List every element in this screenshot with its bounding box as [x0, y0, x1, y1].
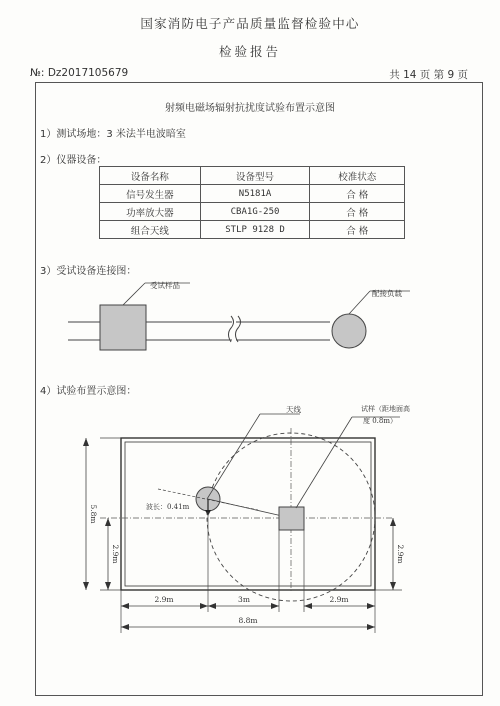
break-mark-right [236, 316, 241, 342]
eut-leader [123, 283, 145, 305]
table-cell: 功率放大器 [100, 203, 201, 221]
sample-label-line2: 度 0.8m） [363, 417, 397, 425]
table-cell: CBA1G-250 [200, 203, 310, 221]
sample-label-line1: 试样（距地面高 [361, 405, 410, 413]
antenna-leader [207, 414, 260, 499]
antenna-label: 天线 [286, 405, 301, 414]
eut-box [100, 305, 146, 350]
section-connection-label: 3）受试设备连接图： [40, 266, 137, 277]
table-header-cell: 设备名称 [100, 167, 201, 185]
section-test-site-value: 3 米法半电波暗室 [106, 129, 186, 140]
page-info: 共 14 页 第 9 页 [389, 69, 468, 81]
beamwidth-label: 波长：0.41m [146, 503, 190, 511]
section-equipment-label: 2）仪器设备： [40, 155, 107, 166]
chamber-inner [125, 442, 371, 586]
dim-bottom-2-label: 3m [238, 595, 250, 604]
load-circle [332, 314, 366, 348]
table-cell: STLP 9128 D [200, 221, 310, 239]
dim-height-label: 5.8m [89, 504, 98, 524]
table-cell: 组合天线 [100, 221, 201, 239]
connection-diagram [68, 280, 410, 350]
table-cell: 合 格 [310, 221, 405, 239]
table-cell: 信号发生器 [100, 185, 201, 203]
report-number-label: №: [30, 67, 45, 79]
report-number-value: Dz2017105679 [47, 67, 129, 79]
load-leader [349, 291, 370, 314]
dim-total-width-label: 8.8m [238, 616, 258, 625]
sample-box [279, 507, 304, 530]
table-cell: N5181A [200, 185, 310, 203]
section-layout-label: 4）试验布置示意图： [40, 386, 137, 397]
table-cell: 合 格 [310, 185, 405, 203]
dim-left-vertical-label: 2.9m [111, 544, 120, 564]
eut-label: 受试样品 [150, 281, 180, 290]
section-test-site-label: 1）测试场地： [40, 129, 107, 140]
dim-bottom-3-label: 2.9m [329, 595, 349, 604]
chamber-outer [121, 438, 375, 590]
sample-leader [296, 417, 352, 508]
document-title: 射频电磁场辐射抗扰度试验布置示意图 [165, 103, 335, 114]
break-mark-left [229, 316, 234, 342]
layout-diagram [83, 404, 410, 633]
organization-name: 国家消防电子产品质量监督检验中心 [140, 16, 360, 31]
table-header-cell: 设备型号 [200, 167, 310, 185]
report-title: 检验报告 [218, 44, 281, 59]
load-label: 配接负载 [372, 289, 402, 298]
dim-right-vertical-label: 2.9m [396, 544, 405, 564]
table-header-cell: 校准状态 [310, 167, 405, 185]
table-cell: 合 格 [310, 203, 405, 221]
dim-bottom-1-label: 2.9m [154, 595, 174, 604]
